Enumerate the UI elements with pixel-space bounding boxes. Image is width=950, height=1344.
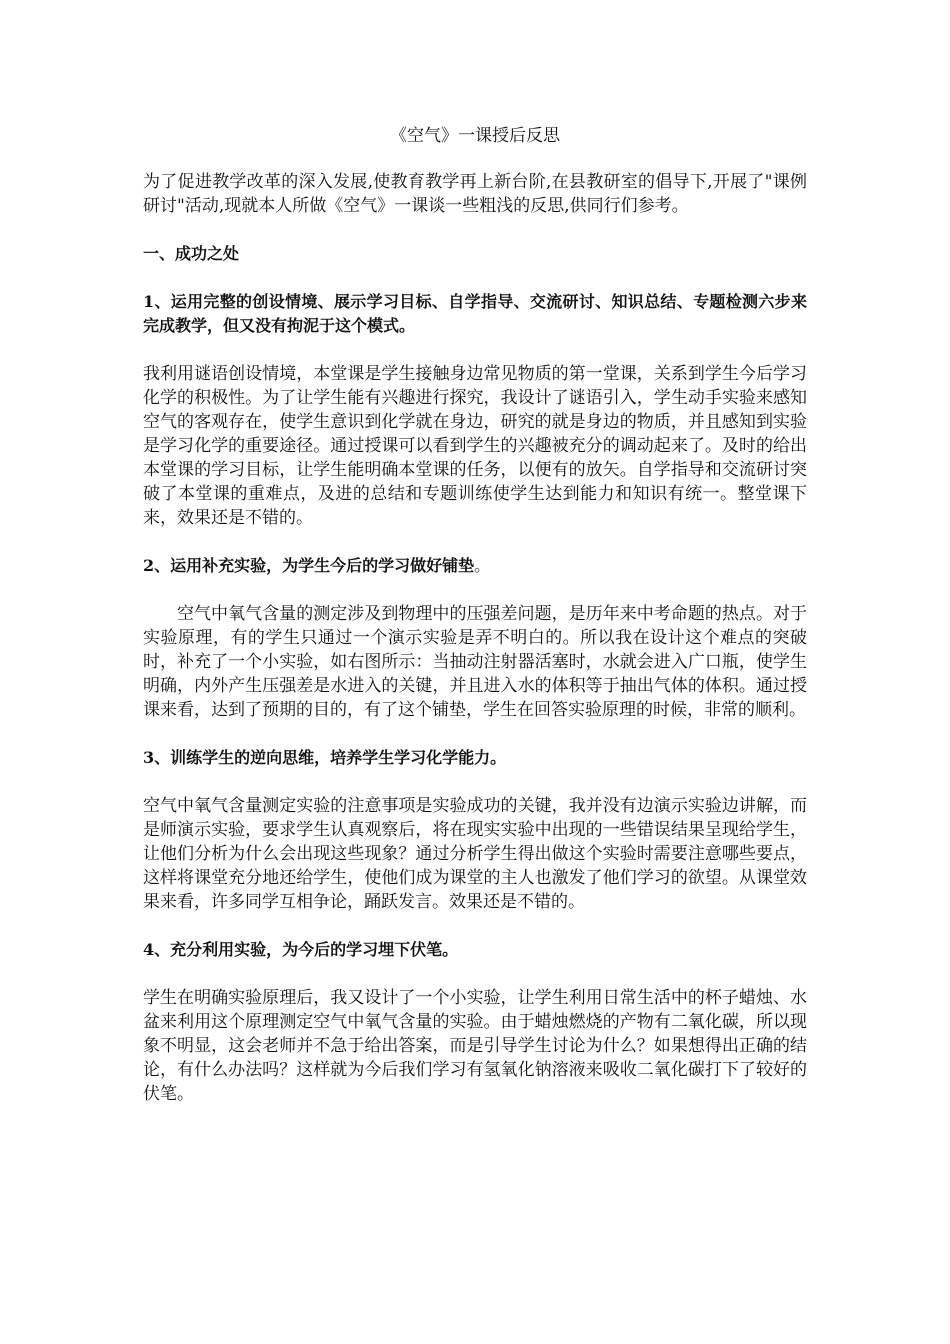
page-title: 《空气》一课授后反思: [390, 126, 560, 146]
intro-paragraph: 为了促进教学改革的深入发展,使教育教学再上新台阶,在县教研室的倡导下,开展了"课例研讨"活动,现就本人所做《空气》一课谈一些粗浅的反思,供同行们参考。: [143, 172, 807, 216]
point-2-body: 空气中氧气含量的测定涉及到物理中的压强差问题，是历年来中考命题的热点。对于实验原理，有的学生只通过一个演示实验是弄不明白的。所以我在设计这个难点的突破时，补充了一个小实验，如右图所示：当抽动注射器活塞时，水就会进入广口瓶，使学生明确，内外产生压强差是水进入的关键，并且进入水的体积等于抽出气体的体积。通过授课来看，达到了预期的目的，有了这个铺垫，学生在回答实验原理的时候，非常的顺利。: [143, 604, 807, 720]
section-heading-success: 一、成功之处: [143, 244, 240, 263]
point-4-body: 学生在明确实验原理后，我又设计了一个小实验，让学生利用日常生活中的杯子蜡烛、水盆来利用这个原理测定空气中氧气含量的实验。由于蜡烛燃烧的产物有二氧化碳，所以现象不明显，这会老师并不急于给出答案，而是引导学生讨论为什么？如果想得出正确的结论，有什么办法吗？这样就为今后我们学习有氢氧化钠溶液来吸收二氧化碳打下了较好的伏笔。: [143, 988, 807, 1104]
document-page: [143, 124, 807, 1130]
point-1-heading: 1、运用完整的创设情境、展示学习目标、自学指导、交流研讨、知识总结、专题检测六步来完成教学，但又没有拘泥于这个模式。: [143, 292, 807, 335]
point-3-heading: 3、训练学生的逆向思维，培养学生学习化学能力。: [143, 748, 507, 767]
point-2-heading: [143, 554, 807, 578]
point-1-body: 我利用谜语创设情境，本堂课是学生接触身边常见物质的第一堂课，关系到学生今后学习化学的积极性。为了让学生能有兴趣进行探究，我设计了谜语引入，学生动手实验来感知空气的客观存在，使学生意识到化学就在身边，研究的就是身边的物质，并且感知到实验是学习化学的重要途径。通过授课可以看到学生的兴趣被充分的调动起来了。及时的给出本堂课的学习目标，让学生能明确本堂课的任务，以便有的放矢。自学指导和交流研讨突破了本堂课的重难点，及进的总结和专题训练使学生达到能力和知识有统一。整堂课下来，效果还是不错的。: [143, 364, 807, 528]
point-2-heading-text: 2、运用补充实验，为学生今后的学习做好铺垫: [143, 556, 475, 575]
point-2-heading-tail: 。: [474, 556, 491, 575]
point-4-heading: 4、充分利用实验，为今后的学习埋下伏笔。: [143, 940, 459, 959]
point-3-body: 空气中氧气含量测定实验的注意事项是实验成功的关键，我并没有边演示实验边讲解，而是师演示实验，要求学生认真观察后，将在现实实验中出现的一些错误结果呈现给学生，让他们分析为什么会出现这些现象？通过分析学生得出做这个实验时需要注意哪些要点，这样将课堂充分地还给学生，使他们成为课堂的主人也激发了他们学习的欲望。从课堂效果来看，许多同学互相争论，踊跃发言。效果还是不错的。: [143, 796, 807, 912]
